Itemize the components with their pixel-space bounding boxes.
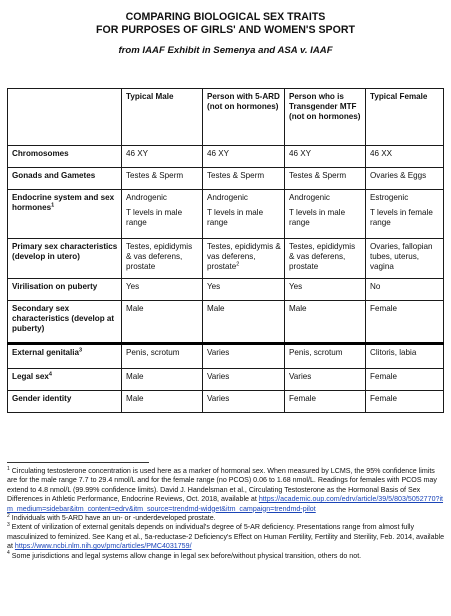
table-cell: 46 XY [122,146,203,168]
sex-traits-table [7,88,444,413]
table-row [8,168,444,190]
cell-line: Androgenic [207,193,248,202]
table-row [8,369,444,391]
title-line-2: FOR PURPOSES OF GIRLS' AND WOMEN'S SPORT [96,24,355,36]
row-label-text: External genitalia [12,348,80,357]
table-cell [203,190,285,239]
row-label-endocrine [8,190,122,239]
table-cell [122,190,203,239]
row-label-external-genitalia [8,344,122,369]
table-cell: 46 XY [285,146,366,168]
table-cell: Ovaries & Eggs [366,168,444,190]
header-typical-male: Typical Male [122,89,203,146]
footnote-ref-1: 1 [51,202,55,209]
table-cell: Male [122,369,203,391]
row-label-gender-identity: Gender identity [8,391,122,413]
subtitle: from IAAF Exhibit in Semenya and ASA v. IAAF [118,45,333,56]
row-label-text: Legal sex [12,372,49,381]
row-label-gonads: Gonads and Gametes [8,168,122,190]
header-typical-female: Typical Female [366,89,444,146]
table-cell: Clitoris, labia [366,344,444,369]
footnote-text: Circulating testosterone concentration is used here as a marker of hormonal sex. When measured by LCMS, the 95% confidence limits are for the male range 7.7 to 29.4 nmol/L and for the female range (no PCOS) 0.06 to 1.68 nmol/L. Readings for females with PCOS may extend to 4.8 nmol/L (99.99% confidence limits). David J. Handelsman et al., Circulating Testosterone as the Hormonal Basis of Sex Differences in Athletic Performance, Endocrine Reviews, Oct. 2018, available at [7,467,437,504]
table-cell: Varies [285,369,366,391]
row-label-secondary-sex: Secondary sex characteristics (develop at puberty) [8,301,122,344]
table-cell: Testes, epididymis & vas deferens, prostate [122,239,203,279]
table-cell: Female [366,301,444,344]
footnote-text: Extent of virilization of external genitals depends on individual's degree of 5-AR deficiency. Presentations range from almost fully masculinized to feminized. See Kang et al., 5a-reductase-2 Deficiency's Effect on Human Fertility, Fertility and Sterility, Feb. 2014, available at [7,523,445,551]
cell-line: Estrogenic [370,193,409,202]
cell-line: T levels in male range [289,208,346,228]
table-row [8,146,444,168]
table-cell: Yes [203,279,285,301]
table-row [8,301,444,344]
table-row [8,190,444,239]
table-cell: Female [366,369,444,391]
table-row [8,239,444,279]
footnote-4 [7,552,447,561]
cell-line: T levels in male range [126,208,183,228]
row-label-text: Endocrine system and sex hormones [12,193,115,213]
footnote-number: 2 [7,512,10,519]
title-line-1: COMPARING BIOLOGICAL SEX TRAITS [125,11,326,23]
table-cell: Female [366,391,444,413]
table-cell: Male [122,391,203,413]
footnote-ref-4: 4 [48,371,52,378]
header-5ard: Person with 5-ARD (not on hormones) [203,89,285,146]
footnote-number: 3 [7,522,10,529]
table-cell: Yes [285,279,366,301]
table-cell: Varies [203,369,285,391]
table-cell: Female [285,391,366,413]
footnote-number: 4 [7,550,10,557]
table-cell: Male [285,301,366,344]
table-cell [285,190,366,239]
table-cell: Testes & Sperm [122,168,203,190]
table-header-row [8,89,444,146]
cell-text: Testes, epididymis & vas deferens, prostate [207,242,281,272]
table-cell: Testes, epididymis & vas deferens, prostate [285,239,366,279]
table-cell: Testes & Sperm [203,168,285,190]
table-row [8,391,444,413]
cell-line: Androgenic [289,193,330,202]
footnote-ref-2: 2 [236,261,240,268]
table-cell: No [366,279,444,301]
row-label-primary-sex: Primary sex characteristics (develop in utero) [8,239,122,279]
footnotes [7,467,447,561]
footnote-text: Individuals with 5-ARD have an un- or -underdeveloped prostate. [11,514,216,523]
footnote-1 [7,467,447,514]
table-cell: Ovaries, fallopian tubes, uterus, vagina [366,239,444,279]
table-cell [203,239,285,279]
table-row [8,279,444,301]
row-label-virilisation: Virilisation on puberty [8,279,122,301]
footnote-3 [7,523,447,551]
row-label-chromosomes: Chromosomes [8,146,122,168]
table-cell: 46 XX [366,146,444,168]
table-cell: Testes & Sperm [285,168,366,190]
table-cell: Penis, scrotum [285,344,366,369]
footnote-number: 1 [7,465,10,472]
table-cell: Male [203,301,285,344]
table-cell: 46 XY [203,146,285,168]
row-label-legal-sex [8,369,122,391]
header-cell-empty [8,89,122,146]
table-cell: Male [122,301,203,344]
table-cell: Varies [203,344,285,369]
table-row [8,344,444,369]
footnote-link-1[interactable]: https://academic.oup.com/edrv/article/39/5/803/5052770?itm_medium=sidebar&itm_content=edrv&itm_source=trendmd-widget&itm_campaign=trendmd-pilot [7,495,444,513]
footnote-link-3[interactable]: https://www.ncbi.nlm.nih.gov/pmc/articles/PMC4031759/ [14,542,192,551]
cell-line: T levels in male range [207,208,264,228]
footnote-divider [7,462,149,463]
table-cell: Penis, scrotum [122,344,203,369]
table-cell: Yes [122,279,203,301]
cell-line: T levels in female range [370,208,433,228]
footnote-ref-3: 3 [79,347,83,354]
table-cell: Varies [203,391,285,413]
table-cell [366,190,444,239]
header-transgender-mtf: Person who is Transgender MTF (not on hormones) [285,89,366,146]
footnote-text: Some jurisdictions and legal systems allow change in legal sex before/without physical transition, others do not. [11,551,362,560]
cell-line: Androgenic [126,193,167,202]
